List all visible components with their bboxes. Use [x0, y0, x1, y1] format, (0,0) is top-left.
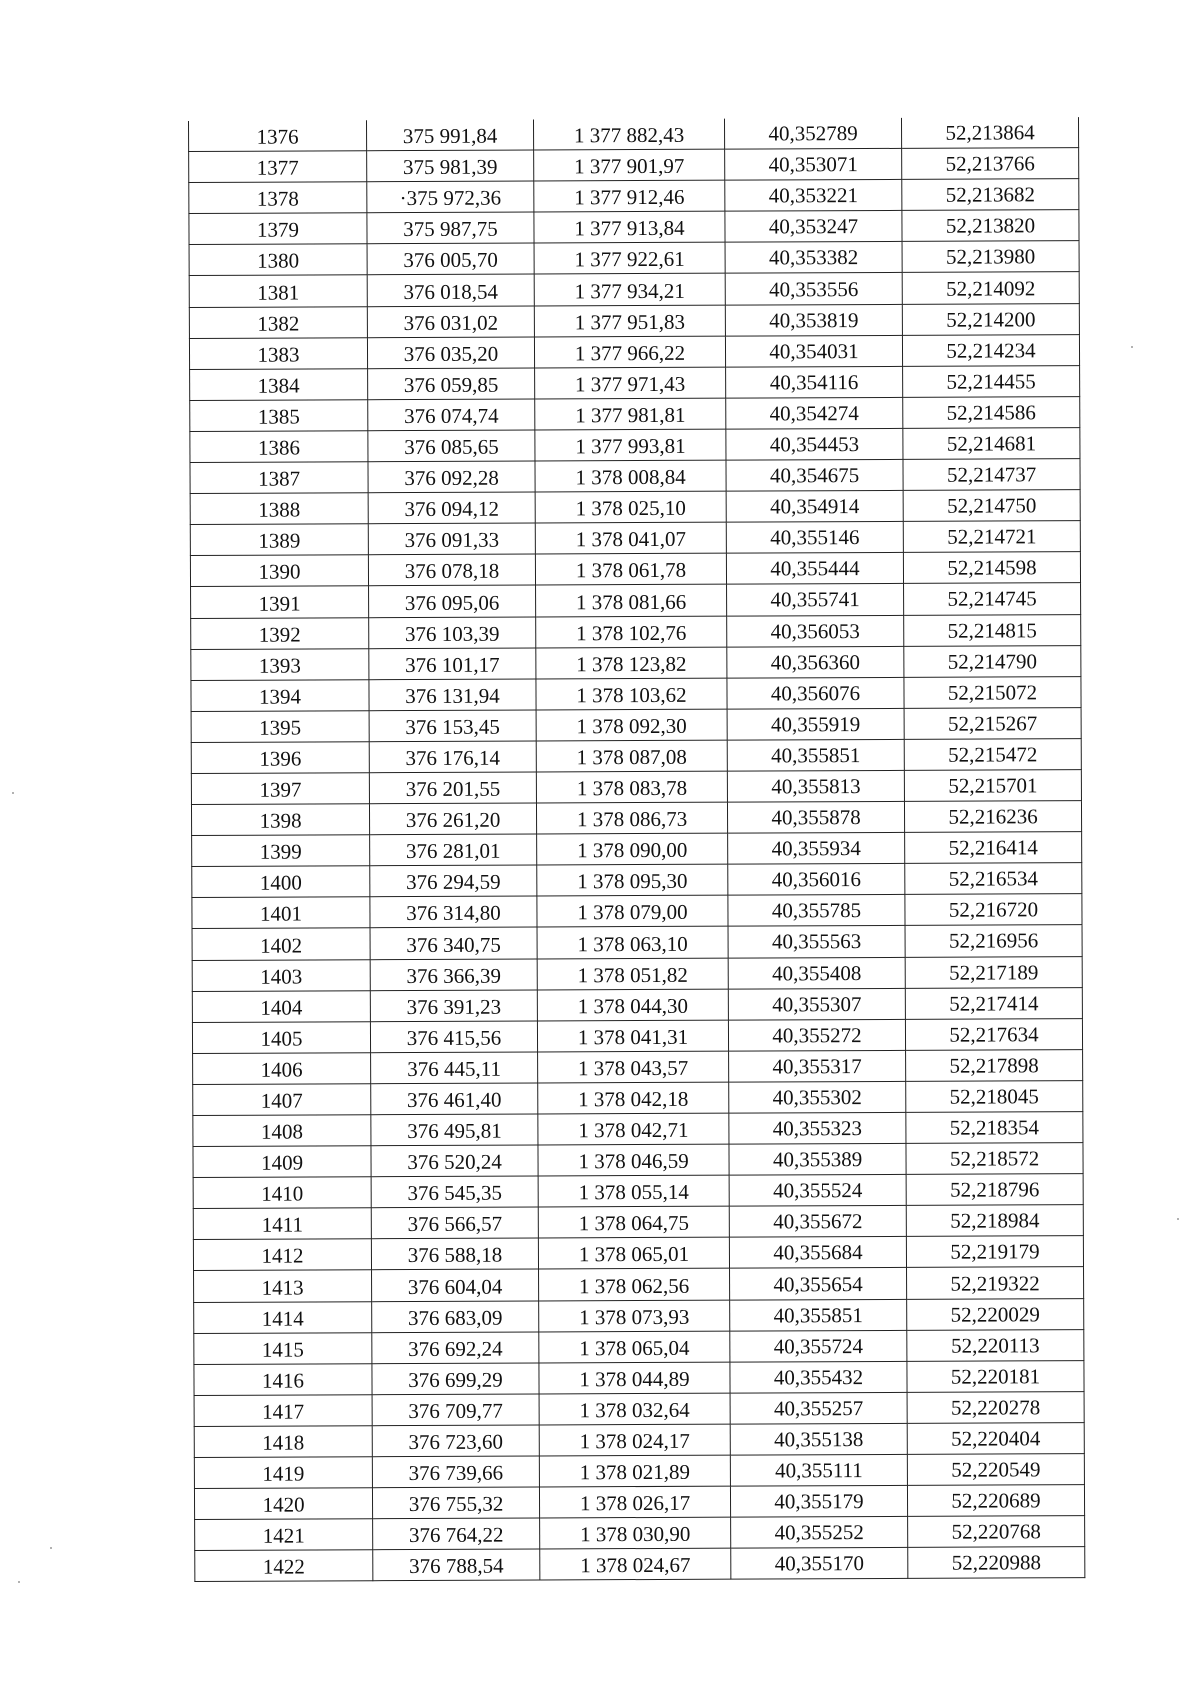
latitude-cell: 40,355672: [729, 1206, 906, 1238]
longitude-cell: 52,220689: [907, 1485, 1084, 1517]
y-coordinate-cell: 1 377 882,43: [533, 119, 724, 150]
y-coordinate-cell: 1 378 046,59: [538, 1144, 729, 1176]
x-coordinate-cell: 376 091,33: [368, 523, 535, 555]
point-number-cell: 1396: [191, 742, 369, 774]
x-coordinate-cell: 376 391,23: [370, 990, 537, 1022]
x-coordinate-cell: 376 092,28: [368, 461, 535, 493]
y-coordinate-cell: 1 378 062,56: [539, 1269, 730, 1301]
latitude-cell: 40,356053: [727, 615, 904, 647]
latitude-cell: 40,353071: [725, 148, 902, 180]
table-row: [192, 832, 1082, 867]
y-coordinate-cell: 1 378 102,76: [536, 616, 727, 648]
x-coordinate-cell: 376 723,60: [372, 1425, 539, 1457]
y-coordinate-cell: 1 378 008,84: [535, 460, 726, 492]
point-number-cell: 1403: [192, 959, 370, 991]
latitude-cell: 40,356076: [727, 677, 904, 709]
point-number-cell: 1392: [191, 617, 369, 649]
latitude-cell: 40,354274: [726, 397, 903, 429]
table-row: [189, 210, 1079, 245]
point-number-cell: 1409: [193, 1146, 371, 1178]
y-coordinate-cell: 1 377 981,81: [535, 398, 726, 430]
point-number-cell: 1388: [190, 493, 368, 525]
longitude-cell: 52,218984: [906, 1205, 1083, 1237]
y-coordinate-cell: 1 377 993,81: [535, 429, 726, 461]
y-coordinate-cell: 1 378 065,04: [539, 1331, 730, 1363]
point-number-cell: 1419: [194, 1457, 372, 1489]
longitude-cell: 52,216414: [905, 832, 1082, 864]
y-coordinate-cell: 1 378 073,93: [539, 1300, 730, 1332]
point-number-cell: 1410: [193, 1177, 371, 1209]
table-row: [193, 1081, 1083, 1116]
point-number-cell: 1405: [192, 1021, 370, 1053]
longitude-cell: 52,214681: [903, 428, 1080, 460]
table-row: [191, 738, 1081, 773]
point-number-cell: 1411: [193, 1208, 371, 1240]
longitude-cell: 52,218354: [906, 1112, 1083, 1144]
longitude-cell: 52,216720: [905, 894, 1082, 926]
longitude-cell: 52,217898: [906, 1049, 1083, 1081]
latitude-cell: 40,355432: [730, 1361, 907, 1393]
latitude-cell: 40,354116: [726, 366, 903, 398]
table-row: [191, 801, 1081, 836]
y-coordinate-cell: 1 378 063,10: [537, 927, 728, 959]
x-coordinate-cell: 376 281,01: [370, 834, 537, 866]
x-coordinate-cell: 376 709,77: [372, 1394, 539, 1426]
point-number-cell: 1385: [190, 400, 368, 432]
y-coordinate-cell: 1 378 055,14: [538, 1175, 729, 1207]
longitude-cell: 52,214721: [903, 521, 1080, 553]
y-coordinate-cell: 1 378 024,67: [540, 1548, 731, 1580]
x-coordinate-cell: 376 078,18: [368, 554, 535, 586]
longitude-cell: 52,218796: [906, 1174, 1083, 1206]
point-number-cell: 1383: [189, 337, 367, 369]
x-coordinate-cell: 376 201,55: [369, 772, 536, 804]
table-row: [192, 1018, 1082, 1053]
longitude-cell: 52,220113: [907, 1329, 1084, 1361]
latitude-cell: 40,355654: [730, 1268, 907, 1300]
point-number-cell: 1401: [192, 897, 370, 929]
latitude-cell: 40,355317: [729, 1050, 906, 1082]
y-coordinate-cell: 1 377 971,43: [535, 367, 726, 399]
table-row: [189, 179, 1079, 214]
latitude-cell: 40,355444: [726, 553, 903, 585]
latitude-cell: 40,354031: [725, 335, 902, 367]
latitude-cell: 40,355741: [727, 584, 904, 616]
y-coordinate-cell: 1 378 092,30: [536, 709, 727, 741]
table-row: [194, 1360, 1084, 1395]
latitude-cell: 40,355878: [727, 801, 904, 833]
point-number-cell: 1406: [193, 1053, 371, 1085]
y-coordinate-cell: 1 378 024,17: [539, 1424, 730, 1456]
point-number-cell: 1422: [195, 1550, 373, 1582]
table-row: [193, 1049, 1083, 1084]
y-coordinate-cell: 1 378 042,18: [538, 1082, 729, 1114]
point-number-cell: 1387: [190, 462, 368, 494]
x-coordinate-cell: 376 683,09: [372, 1301, 539, 1333]
longitude-cell: 52,214586: [903, 396, 1080, 428]
table-row: [189, 241, 1079, 276]
x-coordinate-cell: 376 366,39: [370, 959, 537, 991]
y-coordinate-cell: 1 378 025,10: [535, 491, 726, 523]
latitude-cell: 40,355724: [730, 1330, 907, 1362]
y-coordinate-cell: 1 378 123,82: [536, 647, 727, 679]
latitude-cell: 40,355257: [730, 1392, 907, 1424]
point-number-cell: 1376: [189, 120, 367, 151]
longitude-cell: 52,214737: [903, 459, 1080, 491]
table-row: [194, 1454, 1084, 1489]
table-row: [189, 303, 1079, 338]
longitude-cell: 52,220278: [907, 1391, 1084, 1423]
table-row: [189, 334, 1079, 369]
x-coordinate-cell: 376 566,57: [371, 1207, 538, 1239]
table-row: [190, 428, 1080, 463]
point-number-cell: 1404: [192, 990, 370, 1022]
latitude-cell: 40,355389: [729, 1143, 906, 1175]
point-number-cell: 1400: [192, 866, 370, 898]
x-coordinate-cell: 376 445,11: [371, 1052, 538, 1084]
table-row: [190, 396, 1080, 431]
table-row: [191, 676, 1081, 711]
x-coordinate-cell: ·375 972,36: [367, 181, 534, 213]
point-number-cell: 1402: [192, 928, 370, 960]
point-number-cell: 1389: [190, 524, 368, 556]
coordinates-table-wrapper: [188, 117, 1084, 1582]
x-coordinate-cell: 375 991,84: [366, 119, 533, 150]
x-coordinate-cell: 376 699,29: [372, 1363, 539, 1395]
x-coordinate-cell: 376 692,24: [372, 1332, 539, 1364]
point-number-cell: 1380: [189, 244, 367, 276]
longitude-cell: 52,218045: [906, 1081, 1083, 1113]
point-number-cell: 1416: [194, 1363, 372, 1395]
latitude-cell: 40,353556: [725, 273, 902, 305]
longitude-cell: 52,217634: [905, 1018, 1082, 1050]
table-row: [194, 1329, 1084, 1364]
x-coordinate-cell: 376 103,39: [369, 616, 536, 648]
longitude-cell: 52,213682: [902, 179, 1079, 211]
table-row: [189, 117, 1079, 151]
x-coordinate-cell: 376 788,54: [373, 1549, 540, 1581]
longitude-cell: 52,217189: [905, 956, 1082, 988]
y-coordinate-cell: 1 378 021,89: [539, 1455, 730, 1487]
point-number-cell: 1398: [191, 804, 369, 836]
x-coordinate-cell: 375 981,39: [367, 150, 534, 182]
latitude-cell: 40,355684: [729, 1237, 906, 1269]
x-coordinate-cell: 376 131,94: [369, 679, 536, 711]
x-coordinate-cell: 376 074,74: [368, 399, 535, 431]
y-coordinate-cell: 1 378 041,31: [537, 1020, 728, 1052]
latitude-cell: 40,354675: [726, 459, 903, 491]
scan-speck: [1131, 346, 1133, 348]
latitude-cell: 40,355146: [726, 522, 903, 554]
latitude-cell: 40,355138: [730, 1423, 907, 1455]
longitude-cell: 52,214750: [903, 490, 1080, 522]
y-coordinate-cell: 1 378 026,17: [539, 1486, 730, 1518]
longitude-cell: 52,216534: [905, 863, 1082, 895]
point-number-cell: 1382: [189, 306, 367, 338]
scan-speck: [1177, 1218, 1179, 1220]
latitude-cell: 40,355252: [731, 1517, 908, 1549]
x-coordinate-cell: 376 739,66: [372, 1456, 539, 1488]
latitude-cell: 40,353819: [725, 304, 902, 336]
x-coordinate-cell: 376 755,32: [372, 1487, 539, 1519]
longitude-cell: 52,219179: [906, 1236, 1083, 1268]
longitude-cell: 52,215267: [904, 707, 1081, 739]
latitude-cell: 40,355179: [730, 1485, 907, 1517]
latitude-cell: 40,353247: [725, 211, 902, 243]
longitude-cell: 52,220404: [907, 1423, 1084, 1455]
table-row: [191, 770, 1081, 805]
latitude-cell: 40,355851: [730, 1299, 907, 1331]
table-row: [191, 707, 1081, 742]
y-coordinate-cell: 1 378 032,64: [539, 1393, 730, 1425]
point-number-cell: 1420: [194, 1488, 372, 1520]
point-number-cell: 1399: [192, 835, 370, 867]
longitude-cell: 52,215701: [904, 770, 1081, 802]
latitude-cell: 40,355302: [729, 1081, 906, 1113]
point-number-cell: 1414: [194, 1301, 372, 1333]
table-row: [193, 1205, 1083, 1240]
longitude-cell: 52,220029: [907, 1298, 1084, 1330]
y-coordinate-cell: 1 377 912,46: [534, 180, 725, 212]
y-coordinate-cell: 1 377 951,83: [534, 305, 725, 337]
y-coordinate-cell: 1 378 061,78: [535, 553, 726, 585]
table-row: [191, 614, 1081, 649]
y-coordinate-cell: 1 378 086,73: [536, 802, 727, 834]
table-row: [192, 863, 1082, 898]
y-coordinate-cell: 1 378 044,30: [537, 989, 728, 1021]
point-number-cell: 1379: [189, 213, 367, 245]
point-number-cell: 1408: [193, 1115, 371, 1147]
table-row: [191, 583, 1081, 618]
table-row: [194, 1485, 1084, 1520]
y-coordinate-cell: 1 377 901,97: [534, 149, 725, 181]
y-coordinate-cell: 1 378 043,57: [538, 1051, 729, 1083]
longitude-cell: 52,220988: [908, 1547, 1085, 1579]
longitude-cell: 52,215472: [904, 738, 1081, 770]
latitude-cell: 40,355813: [727, 770, 904, 802]
x-coordinate-cell: 376 085,65: [368, 430, 535, 462]
table-row: [193, 1112, 1083, 1147]
latitude-cell: 40,355307: [728, 988, 905, 1020]
scan-speck: [18, 1581, 20, 1583]
point-number-cell: 1391: [191, 586, 369, 618]
x-coordinate-cell: 376 095,06: [369, 585, 536, 617]
point-number-cell: 1397: [191, 773, 369, 805]
longitude-cell: 52,214790: [904, 645, 1081, 677]
longitude-cell: 52,213820: [902, 210, 1079, 242]
y-coordinate-cell: 1 378 087,08: [536, 740, 727, 772]
table-row: [190, 490, 1080, 525]
table-row: [192, 987, 1082, 1022]
latitude-cell: 40,353382: [725, 242, 902, 274]
point-number-cell: 1421: [195, 1519, 373, 1551]
point-number-cell: 1418: [194, 1426, 372, 1458]
table-row: [190, 459, 1080, 494]
point-number-cell: 1413: [194, 1270, 372, 1302]
point-number-cell: 1407: [193, 1084, 371, 1116]
latitude-cell: 40,355272: [728, 1019, 905, 1051]
longitude-cell: 52,214234: [902, 334, 1079, 366]
point-number-cell: 1395: [191, 710, 369, 742]
x-coordinate-cell: 376 153,45: [369, 710, 536, 742]
longitude-cell: 52,216236: [904, 801, 1081, 833]
x-coordinate-cell: 376 520,24: [371, 1145, 538, 1177]
latitude-cell: 40,355563: [728, 926, 905, 958]
x-coordinate-cell: 376 294,59: [370, 865, 537, 897]
table-row: [190, 365, 1080, 400]
y-coordinate-cell: 1 378 103,62: [536, 678, 727, 710]
longitude-cell: 52,213766: [902, 148, 1079, 180]
point-number-cell: 1381: [189, 275, 367, 307]
latitude-cell: 40,355919: [727, 708, 904, 740]
x-coordinate-cell: 376 059,85: [368, 368, 535, 400]
point-number-cell: 1415: [194, 1332, 372, 1364]
latitude-cell: 40,355524: [729, 1175, 906, 1207]
table-row: [190, 521, 1080, 556]
point-number-cell: 1393: [191, 648, 369, 680]
y-coordinate-cell: 1 378 044,89: [539, 1362, 730, 1394]
table-row: [192, 925, 1082, 960]
longitude-cell: 52,220549: [907, 1454, 1084, 1486]
y-coordinate-cell: 1 378 064,75: [538, 1206, 729, 1238]
y-coordinate-cell: 1 377 966,22: [534, 336, 725, 368]
longitude-cell: 52,216956: [905, 925, 1082, 957]
x-coordinate-cell: 375 987,75: [367, 212, 534, 244]
latitude-cell: 40,353221: [725, 180, 902, 212]
longitude-cell: 52,215072: [904, 676, 1081, 708]
x-coordinate-cell: 376 495,81: [371, 1114, 538, 1146]
point-number-cell: 1390: [190, 555, 368, 587]
y-coordinate-cell: 1 378 065,01: [538, 1238, 729, 1270]
longitude-cell: 52,214455: [903, 365, 1080, 397]
x-coordinate-cell: 376 018,54: [367, 274, 534, 306]
table-row: [192, 956, 1082, 991]
y-coordinate-cell: 1 378 051,82: [537, 958, 728, 990]
table-row: [192, 894, 1082, 929]
x-coordinate-cell: 376 031,02: [367, 306, 534, 338]
latitude-cell: 40,355934: [728, 833, 905, 865]
latitude-cell: 40,354453: [726, 428, 903, 460]
longitude-cell: 52,219322: [907, 1267, 1084, 1299]
latitude-cell: 40,356016: [728, 864, 905, 896]
table-row: [194, 1267, 1084, 1302]
y-coordinate-cell: 1 378 079,00: [537, 895, 728, 927]
latitude-cell: 40,355170: [731, 1548, 908, 1580]
y-coordinate-cell: 1 378 083,78: [536, 771, 727, 803]
x-coordinate-cell: 376 035,20: [367, 337, 534, 369]
x-coordinate-cell: 376 005,70: [367, 243, 534, 275]
point-number-cell: 1417: [194, 1395, 372, 1427]
y-coordinate-cell: 1 378 041,07: [535, 522, 726, 554]
x-coordinate-cell: 376 101,17: [369, 648, 536, 680]
point-number-cell: 1386: [190, 431, 368, 463]
latitude-cell: 40,354914: [726, 491, 903, 523]
latitude-cell: 40,355323: [729, 1112, 906, 1144]
longitude-cell: 52,217414: [905, 987, 1082, 1019]
y-coordinate-cell: 1 378 090,00: [537, 833, 728, 865]
scan-speck: [50, 1547, 52, 1549]
table-row: [193, 1143, 1083, 1178]
x-coordinate-cell: 376 604,04: [372, 1269, 539, 1301]
latitude-cell: 40,355111: [730, 1454, 907, 1486]
table-row: [189, 272, 1079, 307]
y-coordinate-cell: 1 378 081,66: [536, 585, 727, 617]
scan-speck: [12, 792, 14, 794]
table-row: [190, 552, 1080, 587]
latitude-cell: 40,355851: [727, 739, 904, 771]
x-coordinate-cell: 376 261,20: [369, 803, 536, 835]
table-row: [195, 1516, 1085, 1551]
table-row: [194, 1298, 1084, 1333]
x-coordinate-cell: 376 588,18: [371, 1238, 538, 1270]
longitude-cell: 52,214815: [904, 614, 1081, 646]
x-coordinate-cell: 376 340,75: [370, 927, 537, 959]
table-row: [193, 1174, 1083, 1209]
x-coordinate-cell: 376 094,12: [368, 492, 535, 524]
table-row: [194, 1423, 1084, 1458]
y-coordinate-cell: 1 378 042,71: [538, 1113, 729, 1145]
x-coordinate-cell: 376 461,40: [371, 1083, 538, 1115]
point-number-cell: 1412: [193, 1239, 371, 1271]
x-coordinate-cell: 376 314,80: [370, 896, 537, 928]
x-coordinate-cell: 376 764,22: [373, 1518, 540, 1550]
latitude-cell: 40,355785: [728, 895, 905, 927]
longitude-cell: 52,213980: [902, 241, 1079, 273]
point-number-cell: 1394: [191, 679, 369, 711]
longitude-cell: 52,214745: [904, 583, 1081, 615]
y-coordinate-cell: 1 377 934,21: [534, 274, 725, 306]
y-coordinate-cell: 1 378 095,30: [537, 864, 728, 896]
x-coordinate-cell: 376 415,56: [370, 1021, 537, 1053]
latitude-cell: 40,355408: [728, 957, 905, 989]
table-row: [194, 1391, 1084, 1426]
table-row: [195, 1547, 1085, 1582]
table-row: [189, 148, 1079, 183]
table-row: [193, 1236, 1083, 1271]
y-coordinate-cell: 1 378 030,90: [540, 1517, 731, 1549]
x-coordinate-cell: 376 545,35: [371, 1176, 538, 1208]
latitude-cell: 40,352789: [724, 118, 901, 149]
x-coordinate-cell: 376 176,14: [369, 741, 536, 773]
point-number-cell: 1378: [189, 182, 367, 214]
longitude-cell: 52,213864: [901, 117, 1078, 148]
longitude-cell: 52,220768: [908, 1516, 1085, 1548]
point-number-cell: 1377: [189, 151, 367, 183]
longitude-cell: 52,214598: [903, 552, 1080, 584]
longitude-cell: 52,220181: [907, 1360, 1084, 1392]
y-coordinate-cell: 1 377 913,84: [534, 211, 725, 243]
longitude-cell: 52,214092: [902, 272, 1079, 304]
coordinates-table-body: [189, 117, 1085, 1582]
latitude-cell: 40,356360: [727, 646, 904, 678]
point-number-cell: 1384: [190, 368, 368, 400]
table-row: [191, 645, 1081, 680]
longitude-cell: 52,214200: [902, 303, 1079, 335]
coordinates-table: [188, 117, 1085, 1582]
longitude-cell: 52,218572: [906, 1143, 1083, 1175]
y-coordinate-cell: 1 377 922,61: [534, 243, 725, 275]
